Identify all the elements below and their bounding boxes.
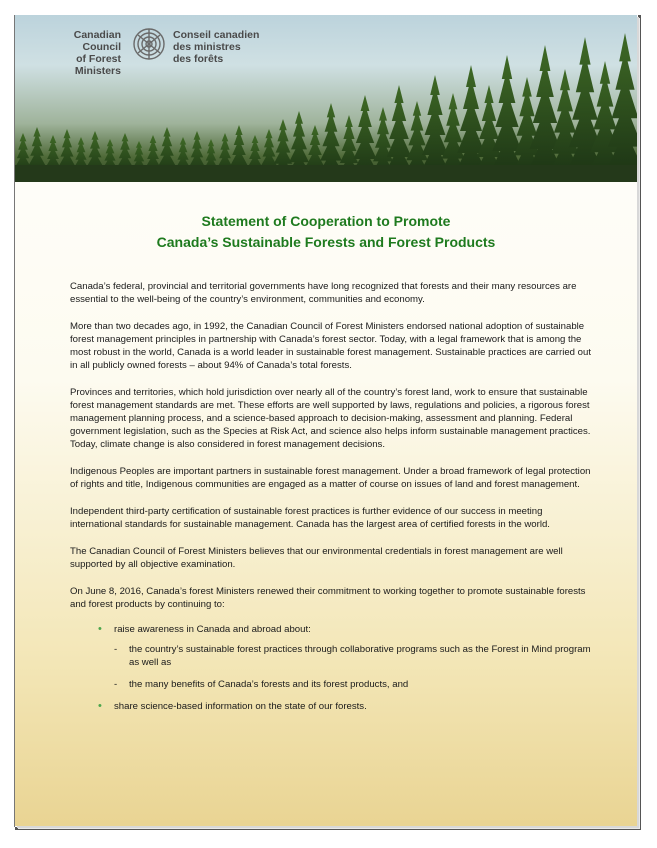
- list-item: [70, 700, 595, 713]
- page-edge: [638, 15, 641, 827]
- list-item: [70, 623, 595, 691]
- title-line-1: Statement of Cooperation to Promote: [201, 213, 451, 229]
- bullet-icon: •: [98, 700, 102, 712]
- council-name-french: Conseil canadien des ministres des forêts: [173, 29, 260, 65]
- list-item-text: share science-based information on the state of our forests.: [114, 701, 367, 712]
- document-body: [70, 280, 595, 717]
- tree-shape: [384, 85, 414, 175]
- commitment-list: [70, 623, 595, 713]
- paragraph: Indigenous Peoples are important partners in sustainable forest management. Under a broad framework of legal protection of rights and title, Indigenous communities are engaged as a matter of course on issues of land and forest management.: [70, 466, 591, 490]
- sub-list-item-text: the many benefits of Canada’s forests and its forest products, and: [129, 679, 409, 690]
- paragraph: Canada’s federal, provincial and territorial governments have long recognized that forests and their many resources are essential to the well-being of the country’s environment, communities and economy.: [70, 281, 577, 305]
- document-title: [15, 211, 637, 253]
- council-name-english: Canadian Council of Forest Ministers: [73, 29, 121, 77]
- ccfm-emblem-icon: [132, 27, 166, 61]
- title-line-2: Canada’s Sustainable Forests and Forest Products: [156, 234, 496, 250]
- paragraph: Provinces and territories, which hold jurisdiction over nearly all of the country’s forest land, work to ensure that sustainable forest management standards are met. These efforts are well supported by laws, regulations and policies, a rigorous forest management planning process, and a science-based approach to decision-making, assessment and planning. Federal government legislation, such as the Species at Risk Act, and science also helps inform sustainable management practices. Today, climate change is also considered in forest management decisions.: [70, 387, 591, 450]
- page-edge: [15, 827, 641, 830]
- sub-list: [114, 643, 595, 691]
- forest-banner-image: [15, 15, 637, 182]
- document-page: [15, 15, 637, 826]
- sub-list-item-text: the country’s sustainable forest practices through collaborative programs such as the Forest in Mind program as well as: [129, 644, 591, 668]
- list-item-text: raise awareness in Canada and abroad about:: [114, 624, 311, 635]
- sub-list-item: [114, 678, 595, 691]
- paragraph: On June 8, 2016, Canada’s forest Ministers renewed their commitment to working together to promote sustainable forests and forest products by continuing to:: [70, 586, 586, 610]
- paragraph: Independent third-party certification of sustainable forest practices is further evidence of our success in meeting international standards for sustainable management. Canada has the largest area of certified forests in the world.: [70, 506, 550, 530]
- sub-list-item: [114, 643, 595, 669]
- paragraph: More than two decades ago, in 1992, the Canadian Council of Forest Ministers endorsed national adoption of sustainable forest management principles in partnership with Canada’s forest sector. Today, with a legal framework that is among the most robust in the world, Canada is a world leader in sustainable forest management. Sustainable practices are carried out in all publicly owned forests – about 94% of Canada’s total forests.: [70, 321, 592, 371]
- bullet-icon: •: [98, 623, 102, 635]
- dash-icon: -: [114, 679, 118, 690]
- paragraph: The Canadian Council of Forest Ministers believes that our environmental credentials in forest management are well supported by all objective examination.: [70, 546, 563, 570]
- dash-icon: -: [114, 644, 118, 655]
